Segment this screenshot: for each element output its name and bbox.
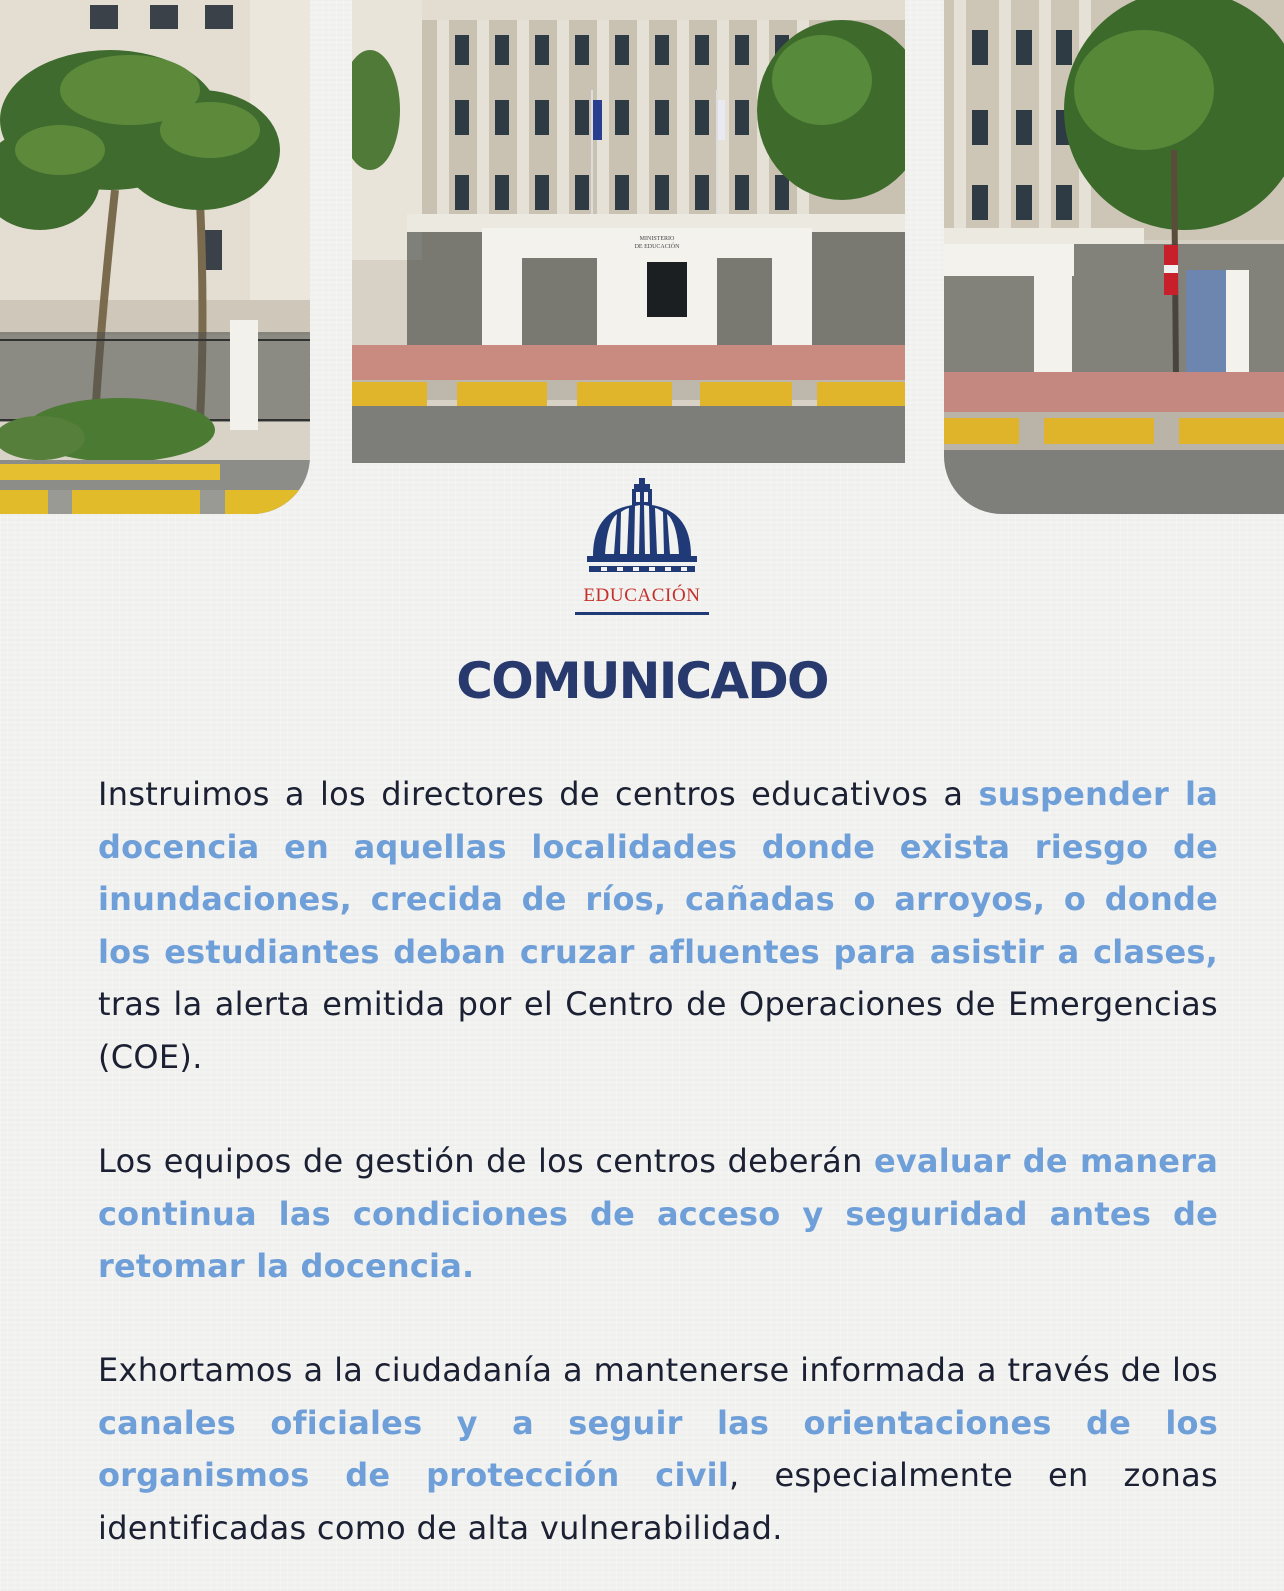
education-logo: [566, 478, 718, 628]
logo-underline: [575, 612, 709, 615]
paragraph-1-text: Instruimos a los directores de centros educativos a: [98, 775, 979, 813]
paragraph-2-highlight: evaluar de manera continua las condiciones de acceso y seguridad antes de retomar la docencia.: [98, 1142, 1218, 1285]
page-title: COMUNICADO: [456, 652, 828, 710]
facade-sign-line2: DE EDUCACIÓN: [634, 244, 680, 250]
paragraph-1: [98, 768, 1218, 1083]
ministry-facade-photo: [352, 0, 905, 463]
paragraph-3-highlight: canales oficiales y a seguir las orientaciones de los organismos de protección civil: [98, 1403, 1218, 1494]
building-photo-right: [944, 0, 1284, 514]
logo-wordmark: EDUCACIÓN: [583, 585, 701, 606]
paragraph-3-text-end: , especialmente en zonas identificadas como de alta vulnerabilidad.: [98, 1456, 1218, 1547]
paragraph-2: [98, 1135, 1218, 1293]
building-photo-left: [0, 0, 310, 514]
paragraph-3: [98, 1344, 1218, 1554]
paragraph-1-highlight: suspender la docencia en aquellas localidades donde exista riesgo de inundaciones, crecida de ríos, cañadas o arroyos, o donde los estudiantes deban cruzar afluentes para asistir a clases,: [98, 775, 1218, 971]
facade-sign-line1: MINISTERIO: [639, 236, 675, 242]
capitol-dome-icon: [587, 478, 697, 583]
paragraph-1-text-end: tras la alerta emitida por el Centro de Operaciones de Emergencias (COE).: [98, 985, 1218, 1076]
paragraph-2-text: Los equipos de gestión de los centros deberán: [98, 1142, 874, 1180]
paragraph-3-text: Exhortamos a la ciudadanía a mantenerse informada a través de los: [98, 1351, 1218, 1389]
